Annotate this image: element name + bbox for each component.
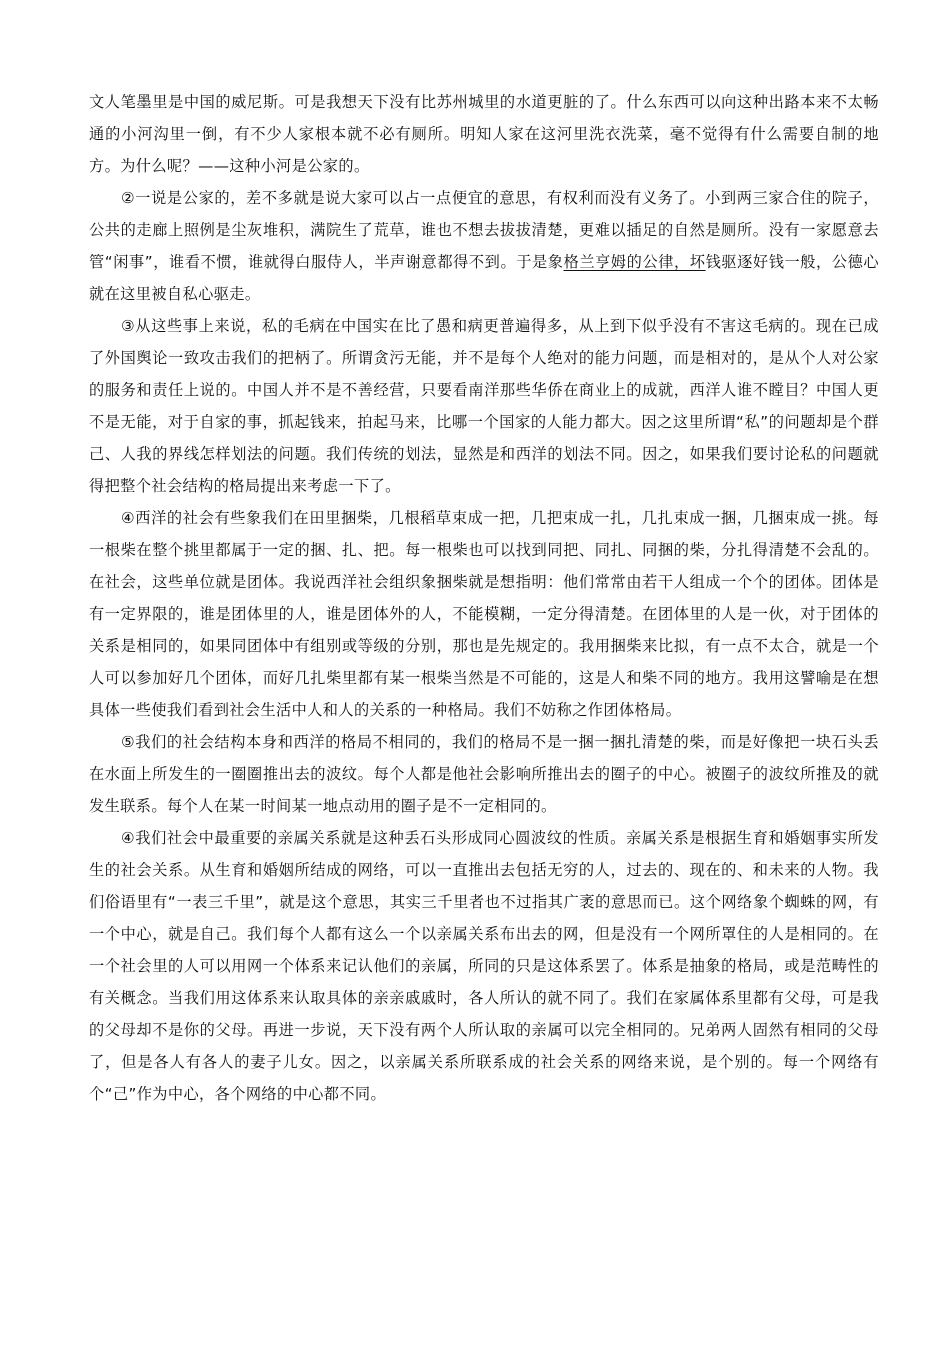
document-body [89,86,879,1110]
paragraph-2-text-before: ②一说是公家的，差不多就是说大家可以占一点便宜的意思，有权利而没有义务了。小到两三家合住的院子，公共的走廊上照例是尘灰堆积，满院生了荒草，谁也不想去拔拔清楚，更难以插足的自然是厕所。没有一家愿意去管“闲事”，谁看不惯，谁就得白服侍人，半声谢意都得不到。于是象 [89,189,879,271]
paragraph-2-underlined-text: 格兰亨姆的公律，坏 [563,253,706,271]
paragraph-3: ③从这些事上来说，私的毛病在中国实在比了愚和病更普遍得多，从上到下似乎没有不害这毛病的。现在已成了外国舆论一致攻击我们的把柄了。所谓贪污无能，并不是每个人绝对的能力问题，而是相对的，是从个人对公家的服务和责任上说的。中国人并不是不善经营，只要看南洋那些华侨在商业上的成就，西洋人谁不瞠目？中国人更不是无能，对于自家的事，抓起钱来，拍起马来，比哪一个国家的人能力都大。因之这里所谓“私”的问题却是个群己、人我的界线怎样划法的问题。我们传统的划法，显然是和西洋的划法不同。因之，如果我们要讨论私的问题就得把整个社会结构的格局提出来考虑一下了。 [89,317,879,495]
paragraph-4: ④西洋的社会有些象我们在田里捆柴，几根稻草束成一把，几把束成一扎，几扎束成一捆，几捆束成一挑。每一根柴在整个挑里都属于一定的捆、扎、把。每一根柴也可以找到同把、同扎、同捆的柴，分扎得清楚不会乱的。在社会，这些单位就是团体。我说西洋社会组织象捆柴就是想指明：他们常常由若干人组成一个个的团体。团体是有一定界限的，谁是团体里的人，谁是团体外的人，不能模糊，一定分得清楚。在团体里的人是一伙，对于团体的关系是相同的，如果同团体中有组别或等级的分别，那也是先规定的。我用捆柴来比拟，有一点不太合，就是一个人可以参加好几个团体，而好几扎柴里都有某一根柴当然是不可能的，这是人和柴不同的地方。我用这譬喻是在想具体一些使我们看到社会生活中人和人的关系的一种格局。我们不妨称之作团体格局。 [89,509,879,719]
paragraph-2-text-after: 钱驱逐好钱一般，公德心就在这里被自私心驱走。 [89,253,879,303]
paragraph-6: ④我们社会中最重要的亲属关系就是这种丢石头形成同心圆波纹的性质。亲属关系是根据生育和婚姻事实所发生的社会关系。从生育和婚姻所结成的网络，可以一直推出去包括无穷的人，过去的、现在的、和未来的人物。我们俗语里有“一表三千里”，就是这个意思，其实三千里者也不过指其广袤的意思而已。这个网络象个蜘蛛的网，有一个中心，就是自己。我们每个人都有这么一个以亲属关系布出去的网，但是没有一个网所罩住的人是相同的。在一个社会里的人可以用网一个体系来记认他们的亲属，所同的只是这体系罢了。体系是抽象的格局，或是范畴性的有关概念。当我们用这体系来认取具体的亲亲戚戚时，各人所认的就不同了。我们在家属体系里都有父母，可是我的父母却不是你的父母。再进一步说，天下没有两个人所认取的亲属可以完全相同的。兄弟两人固然有相同的父母了，但是各人有各人的妻子儿女。因之，以亲属关系所联系成的社会关系的网络来说，是个别的。每一个网络有个“己”作为中心，各个网络的中心都不同。 [89,829,879,1103]
paragraph-1-continued: 文人笔墨里是中国的威尼斯。可是我想天下没有比苏州城里的水道更脏的了。什么东西可以向这种出路本来不太畅通的小河沟里一倒，有不少人家根本就不必有厕所。明知人家在这河里洗衣洗菜，毫不觉得有什么需要自制的地方。为什么呢？——这种小河是公家的。 [89,93,879,175]
paragraph-5: ⑤我们的社会结构本身和西洋的格局不相同的，我们的格局不是一捆一捆扎清楚的柴，而是好像把一块石头丢在水面上所发生的一圈圈推出去的波纹。每个人都是他社会影响所推出去的圈子的中心。被圈子的波纹所推及的就发生联系。每个人在某一时间某一地点动用的圈子是不一定相同的。 [89,733,879,815]
paragraph-2 [89,182,879,310]
